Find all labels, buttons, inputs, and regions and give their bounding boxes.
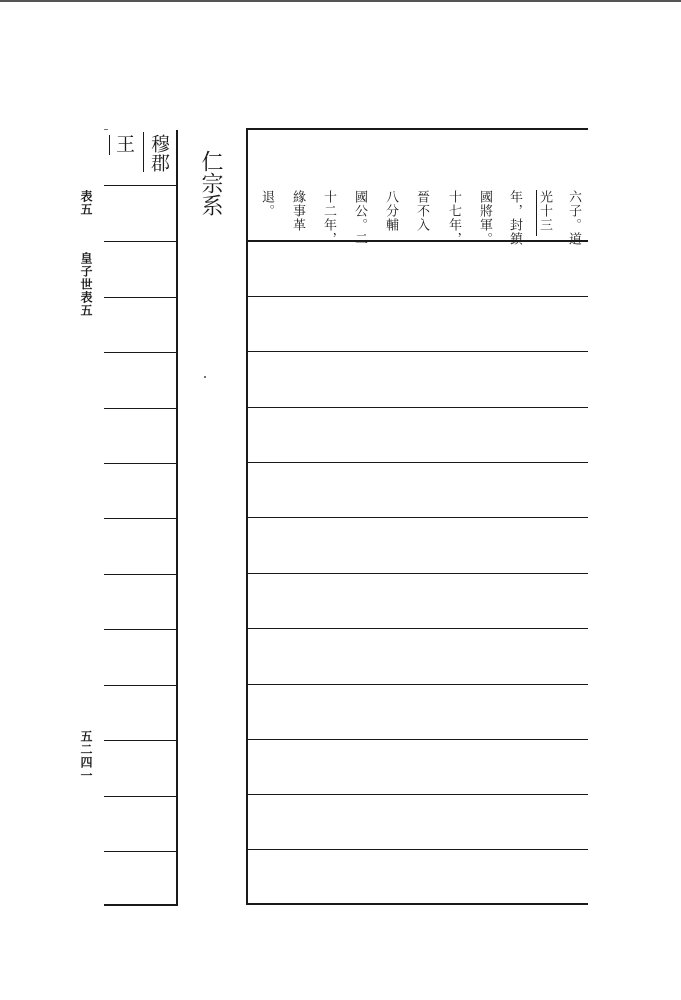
left-table-right-border — [176, 130, 178, 905]
header-bracket: 王 — [113, 134, 135, 153]
header-title: 穆郡 — [148, 134, 170, 172]
entry-column-6: 晉不入 — [414, 190, 429, 232]
entry-column-9: 十二年， — [321, 190, 336, 246]
entry-column-10: 緣事革 — [290, 190, 305, 232]
margin-title: 皇子世表五 — [79, 252, 93, 317]
entry-column-3: 年，封鎮 — [507, 190, 522, 246]
entry-column-7: 八分輔 — [383, 190, 398, 232]
entry-column-5: 十七年， — [446, 190, 461, 246]
entry-column-4: 國將軍。 — [477, 190, 492, 246]
entry-column-1: 六子。道 — [566, 190, 581, 246]
margin-page-number: 五二四一 — [79, 730, 93, 782]
page-top-border — [0, 0, 681, 2]
entry-column-2: 光十三 — [537, 190, 552, 232]
series-heading: 仁宗系 — [198, 150, 223, 216]
entry-column-8: 國公。二 — [352, 190, 367, 246]
entry-column-11: 退。 — [259, 190, 274, 218]
margin-section-label: 表五 — [79, 190, 93, 216]
